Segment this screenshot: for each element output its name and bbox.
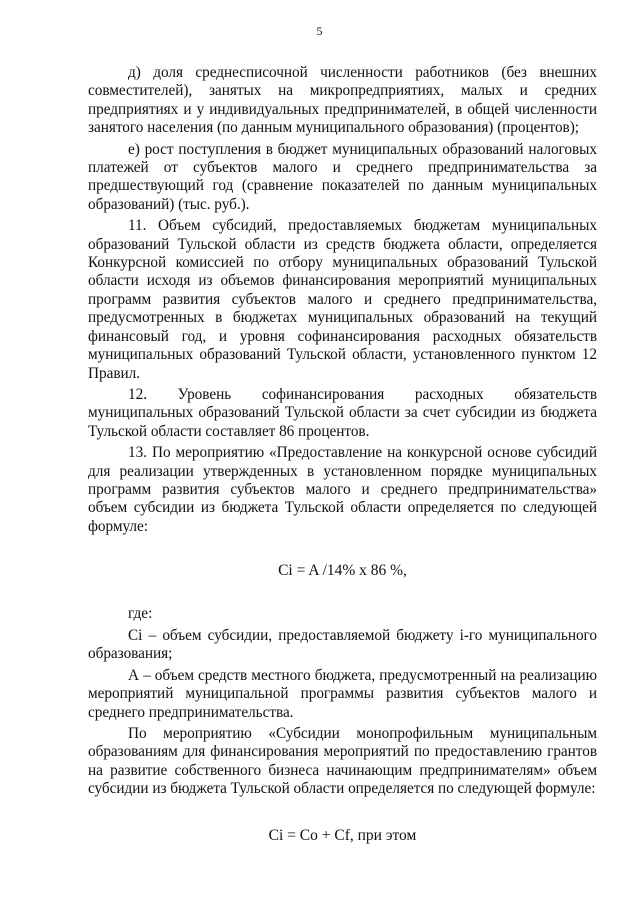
definition-a: А – объем средств местного бюджета, предусмотренный на реализацию мероприятий муниципальной программы развития субъектов малого и среднего предпринимательства. [88,666,597,721]
definition-ci: Ci – объем субсидии, предоставляемой бюджету i-го муниципального образования; [88,626,597,663]
formula-subsidy: Ci = A /14% х 86 %, [278,562,407,580]
paragraph-d: д) доля среднесписочной численности работников (без внешних совместителей), занятых на микропредприятиях, малых и средних предприятиях и у индивидуальных предпринимателей, в общей численности занятого населения (по данным муниципального образования) (процентов); [88,64,597,137]
formula-sum: Ci = Co + Cf, при этом [268,826,417,844]
where-label: где: [128,604,153,622]
document-body [88,64,597,869]
paragraph-13: 13. По мероприятию «Предоставление на конкурсной основе субсидий для реализации утвержденных в установленном порядке муниципальных программ развития субъектов малого и среднего предпринимательства» объем субсидии из бюджета Тульской области определяется по следующей формуле: [88,444,597,535]
paragraph-monoprofile: По мероприятию «Субсидии монопрофильным муниципальным образованиям для финансирования мероприятий по предоставлению грантов на развитие собственного бизнеса начинающим предпринимателям» объем субсидии из бюджета Тульской области определяется по следующей формуле: [88,725,597,798]
paragraph-12: 12. Уровень софинансирования расходных обязательств муниципальных образований Тульской области за счет субсидии из бюджета Тульской области составляет 86 процентов. [88,385,597,440]
paragraph-11: 11. Объем субсидий, предоставляемых бюджетам муниципальных образований Тульской области из средств бюджета области, определяется Конкурсной комиссией по отбору муниципальных образований Тульской области исходя из объемов финансирования мероприятий муниципальных программ развития субъектов малого и среднего предпринимательства, предусмотренных в бюджетах муниципальных образований на текущий финансовый год, и уровня софинансирования расходных обязательств муниципальных образований Тульской области, установленного пунктом 12 Правил. [88,217,597,382]
page-number: 5 [316,24,323,38]
paragraph-e: е) рост поступления в бюджет муниципальных образований налоговых платежей от субъектов малого и среднего предпринимательства за предшествующий год (сравнение показателей по данным муниципальных образований) (тыс. руб.). [88,140,597,213]
